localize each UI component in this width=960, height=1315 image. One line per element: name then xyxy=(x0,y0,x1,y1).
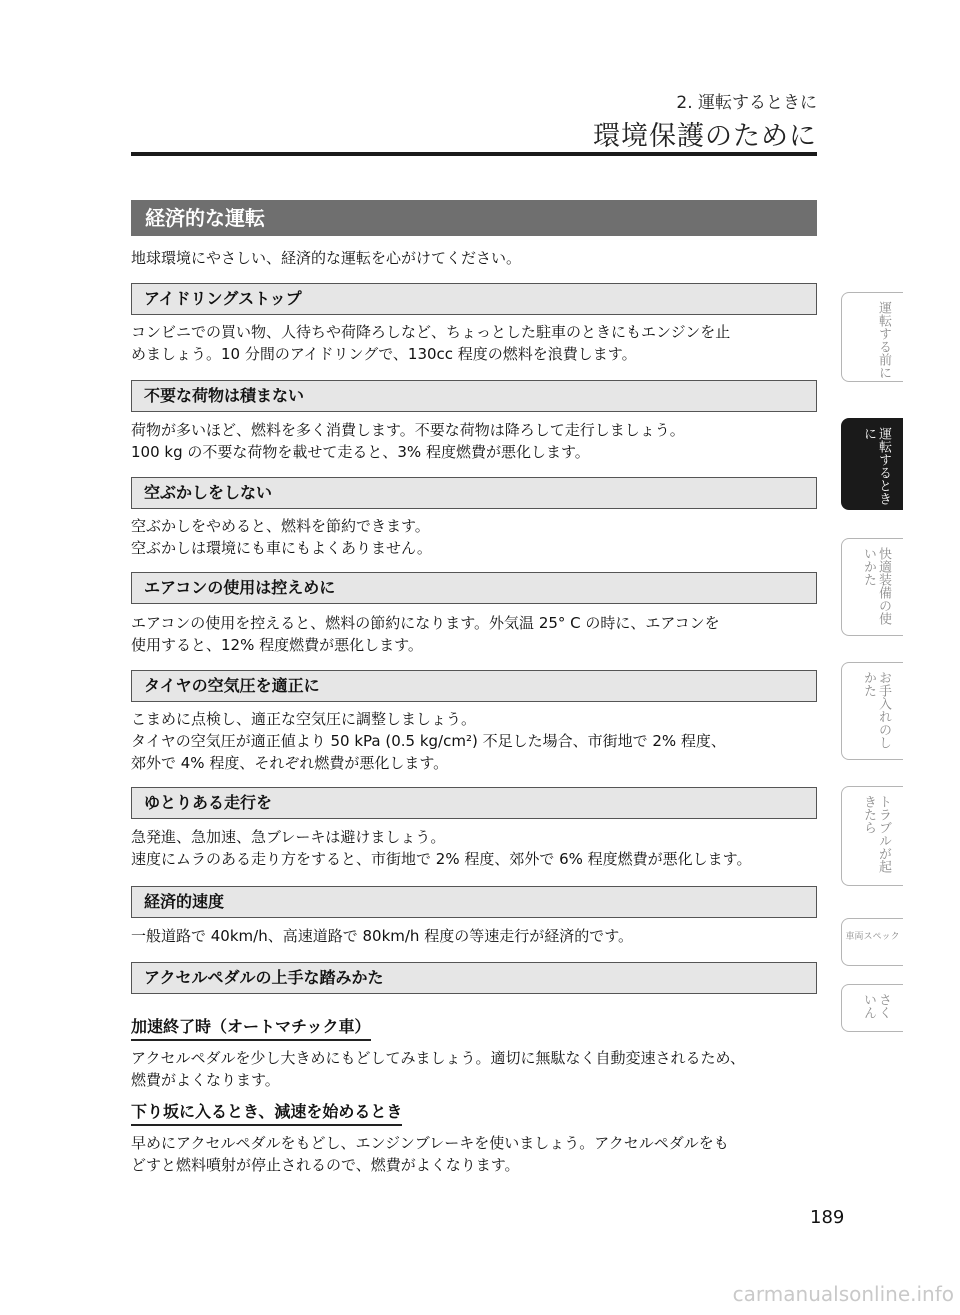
body-line: コンビニでの買い物、人待ちや荷降ろしなど、ちょっとした駐車のときにもエンジンを止 xyxy=(131,323,731,341)
section-label: 2. 運転するときに xyxy=(676,93,817,113)
topic-body xyxy=(131,826,821,870)
body-line: 荷物が多いほど、燃料を多く消費します。不要な荷物は降ろして走行しましょう。 xyxy=(131,421,685,439)
body-line: 一般道路で 40km/h、高速道路で 80km/h 程度の等速走行が経済的です。 xyxy=(131,927,633,945)
body-line: 燃費がよくなります。 xyxy=(131,1071,280,1089)
topic-heading: エアコンの使用は控えめに xyxy=(131,572,817,604)
topic-body xyxy=(131,708,821,774)
side-tab-specifications[interactable] xyxy=(841,918,903,966)
topic-heading: 不要な荷物は積まない xyxy=(131,380,817,412)
intro-text: 地球環境にやさしい、経済的な運転を心がけてください。 xyxy=(131,249,522,267)
body-line: 郊外で 4% 程度、それぞれ燃費が悪化します。 xyxy=(131,754,449,772)
side-tab-index[interactable] xyxy=(841,984,903,1032)
side-tab-maintenance[interactable] xyxy=(841,662,903,760)
body-line: 使用すると、12% 程度燃費が悪化します。 xyxy=(131,636,423,654)
topic-body xyxy=(131,321,821,365)
watermark: carmanualsonline.info xyxy=(732,1282,954,1306)
subsection-heading: 下り坂に入るとき、減速を始めるとき xyxy=(131,1099,402,1126)
side-tab-troubleshooting[interactable] xyxy=(841,786,903,886)
topic-heading: 空ぶかしをしない xyxy=(131,477,817,509)
body-line: 空ぶかしは環境にも車にもよくありません。 xyxy=(131,539,432,557)
side-tab-label: さくいん xyxy=(861,993,891,1019)
topic-body xyxy=(131,925,821,947)
body-line: エアコンの使用を控えると、燃料の節約になります。外気温 25° C の時に、エアコンを xyxy=(131,614,720,632)
body-line: こまめに点検し、適正な空気圧に調整しましょう。 xyxy=(131,710,477,728)
side-tab-label: お手入れのしかた xyxy=(861,671,891,749)
subsection-body xyxy=(131,1047,821,1091)
body-line: めましょう。10 分間のアイドリングで、130cc 程度の燃料を浪費します。 xyxy=(131,345,637,363)
topic-heading: ゆとりある走行を xyxy=(131,787,817,819)
side-tab-before-driving[interactable] xyxy=(841,292,903,382)
body-line: 急発進、急加速、急ブレーキは避けましょう。 xyxy=(131,828,446,846)
body-line: タイヤの空気圧が適正値より 50 kPa (0.5 kg/cm²) 不足した場合、市街地で 2% 程度、 xyxy=(131,732,726,750)
topic-heading: 経済的速度 xyxy=(131,886,817,918)
side-tab-label: 運転する前に xyxy=(876,301,891,379)
side-tab-label: 快適装備の使いかた xyxy=(861,547,891,625)
title-rule xyxy=(131,152,817,156)
side-tab-while-driving[interactable] xyxy=(841,418,903,510)
body-line: アクセルペダルを少し大きめにもどしてみましょう。適切に無駄なく自動変速されるため、 xyxy=(131,1049,745,1067)
body-line: 100 kg の不要な荷物を載せて走ると、3% 程度燃費が悪化します。 xyxy=(131,443,590,461)
topic-body xyxy=(131,612,821,656)
side-tab-comfort-features[interactable] xyxy=(841,538,903,636)
page-title: 環境保護のために xyxy=(593,121,817,152)
side-tab-label: 車両スペック xyxy=(845,932,900,942)
topic-heading: タイヤの空気圧を適正に xyxy=(131,670,817,702)
page-number: 189 xyxy=(810,1207,845,1228)
body-line: 空ぶかしをやめると、燃料を節約できます。 xyxy=(131,517,430,535)
topic-body xyxy=(131,515,821,559)
body-line: 速度にムラのある走り方をすると、市街地で 2% 程度、郊外で 6% 程度燃費が悪化します。 xyxy=(131,850,752,868)
subsection-heading: 加速終了時（オートマチック車） xyxy=(131,1014,371,1041)
body-line: 早めにアクセルペダルをもどし、エンジンブレーキを使いましょう。アクセルペダルをも xyxy=(131,1134,729,1152)
side-tab-label: 運転するときに xyxy=(861,427,891,505)
main-heading-bar: 経済的な運転 xyxy=(131,200,817,236)
topic-heading: アクセルペダルの上手な踏みかた xyxy=(131,962,817,994)
topic-heading: アイドリングストップ xyxy=(131,283,817,315)
body-line: どすと燃料噴射が停止されるので、燃費がよくなります。 xyxy=(131,1156,520,1174)
topic-body xyxy=(131,419,821,463)
subsection-body xyxy=(131,1132,821,1176)
side-tab-label: トラブルが起きたら xyxy=(861,795,891,873)
